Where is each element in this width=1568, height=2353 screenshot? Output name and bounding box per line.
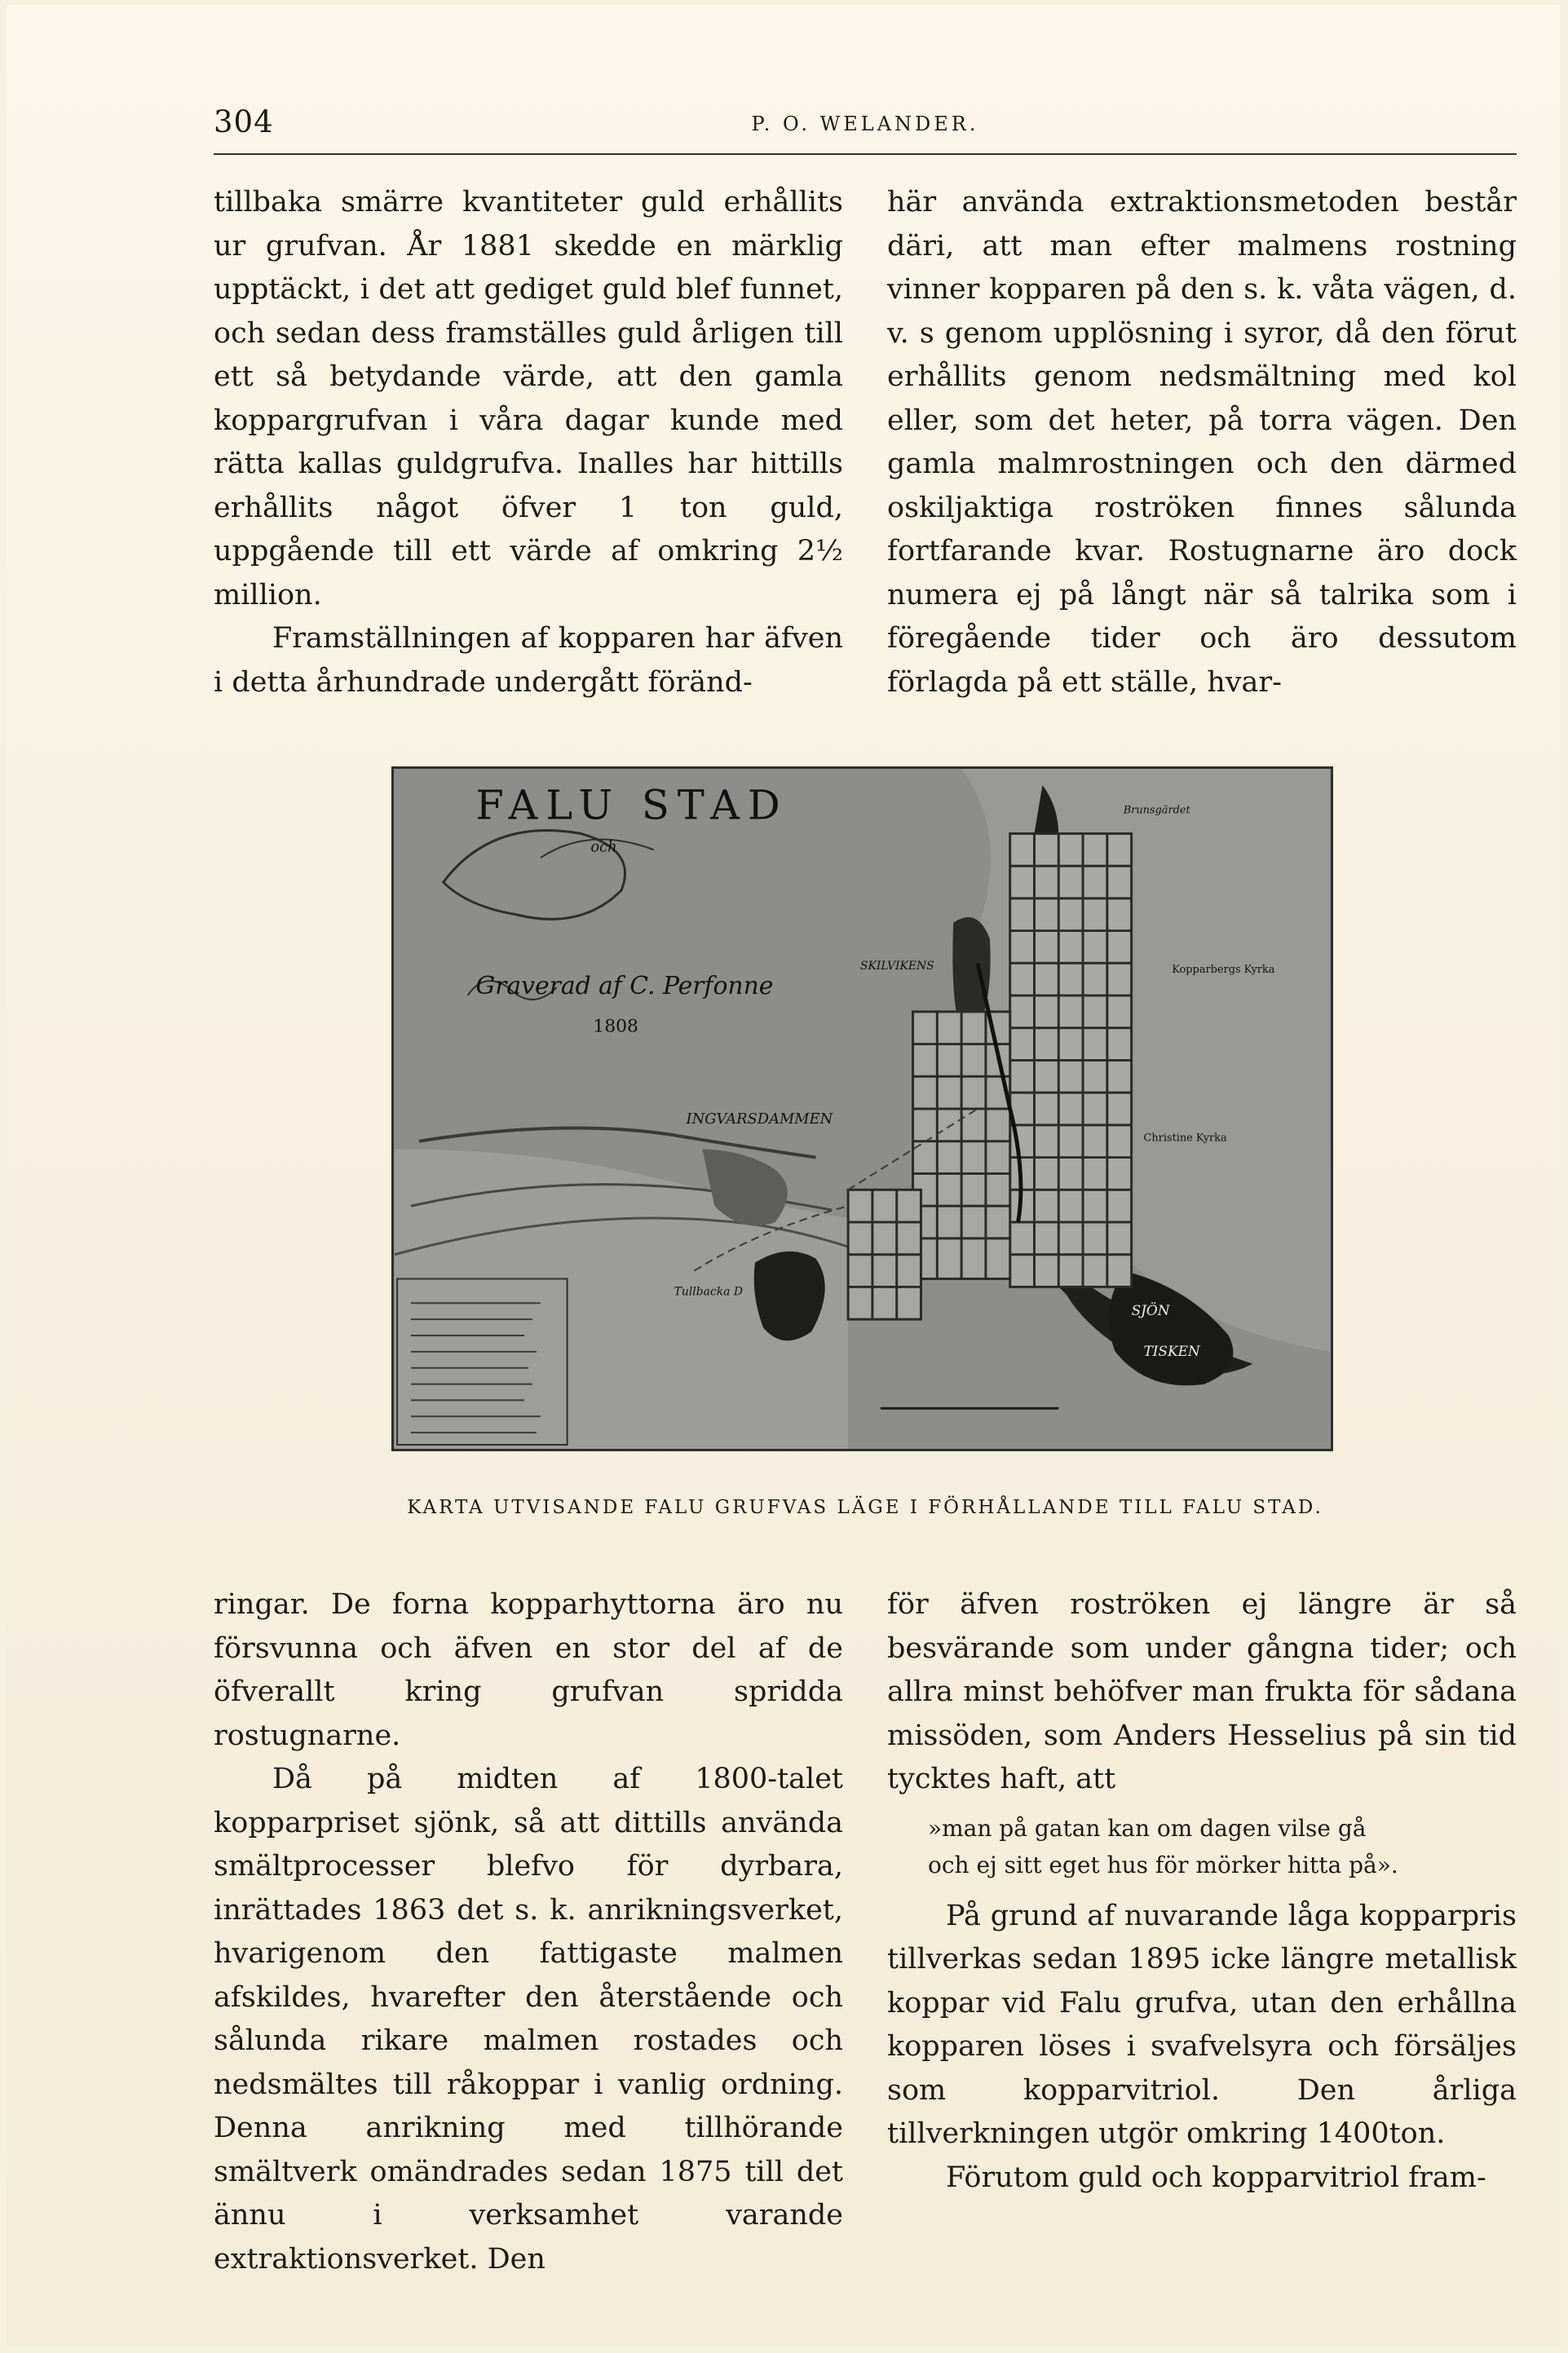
map-engraver: Graverad af C. Perfonne [475, 972, 774, 1001]
map-label-brunsgardet: Brunsgärdet [1123, 804, 1190, 817]
page-number: 304 [214, 104, 274, 139]
top-left-column [214, 181, 843, 704]
map-title: FALU STAD [475, 781, 788, 829]
map-year: 1808 [593, 1016, 638, 1037]
page-header [214, 104, 1517, 153]
header-rule [214, 153, 1517, 155]
paragraph: tillbaka smärre kvantiteter guld erhållits ur grufvan. År 1881 skedde en märklig upptäckt, i det att gediget guld blef funnet, och sedan dess framställes guld årligen till ett så betydande värde, att den gamla koppargrufvan i våra dagar kunde med rätta kallas guldgrufva. Inalles har hittills erhållits något öfver 1 ton guld, uppgående till ett värde af omkring 2½ million. [214, 186, 843, 611]
map-label-sjon: SJÖN [1131, 1302, 1170, 1319]
paragraph: Framställningen af kopparen har äfven i detta århundrade undergått föränd- [214, 622, 843, 699]
map-label-ingvarsdammen: INGVARSDAMMEN [686, 1110, 833, 1128]
verse-quote [887, 1810, 1517, 1883]
paragraph: På grund af nuvarande låga kopparpris tillverkas sedan 1895 icke längre metallisk koppar vid Falu grufva, utan den erhållna kopparen löses i svafvelsyra och försäljes som kopparvitriol. Den årliga tillverkningen utgör omkring 1400ton. [887, 1899, 1517, 2150]
map-label-tullbacka: Tullbacka D [674, 1285, 743, 1299]
map-label-kopparbergs-kyrka: Kopparbergs Kyrka [1172, 964, 1275, 977]
map-figure [391, 766, 1333, 1451]
running-head: P. O. WELANDER. [751, 113, 979, 135]
verse-line: »man på gatan kan om dagen vilse gå [928, 1814, 1367, 1842]
verse-line: och ej sitt eget hus för mörker hitta på». [928, 1851, 1398, 1878]
map-subtitle: och [590, 838, 617, 856]
map-label-tisken: TISKEN [1143, 1342, 1200, 1359]
map-label-christine-kyrka: Christine Kyrka [1143, 1132, 1227, 1145]
map-label-skilvikens: SKILVIKENS [860, 960, 934, 973]
paragraph: Förutom guld och kopparvitriol fram- [946, 2161, 1486, 2194]
bottom-right-column [887, 1583, 1517, 2200]
paragraph: Då på midten af 1800-talet kopparpriset sjönk, så att dittills använda smältprocesser blefvo för dyrbara, inrättades 1863 det s. k. anrikningsverket, hvarigenom den fattigaste malmen afskildes, hvarefter den återstående och sålunda rikare malmen rostades och nedsmältes till råkoppar i vanlig ordning. Denna anrikning med tillhörande smältverk omändrades sedan 1875 till det ännu i verksamhet varande extraktionsverket. Den [214, 1763, 843, 2276]
top-right-column [887, 181, 1517, 704]
paragraph: ringar. De forna kopparhyttorna äro nu försvunna och äfven en stor del af de öfverallt kring grufvan spridda rostugnarne. [214, 1588, 843, 1752]
paragraph: här använda extraktionsmetoden består däri, att man efter malmens rostning vinner kopparen på den s. k. våta vägen, d. v. s genom upplösning i syror, då den förut erhållits genom nedsmältning med kol eller, som det heter, på torra vägen. Den gamla malmrostningen och den därmed oskiljaktiga roströken finnes sålunda fortfarande kvar. Rostugnarne äro dock numera ej på långt när så talrika som i föregående tider och äro dessutom förlagda på ett ställe, hvar- [887, 186, 1517, 699]
falu-map-illustration [394, 769, 1331, 1449]
bottom-left-column [214, 1583, 843, 2281]
figure-caption: KARTA UTVISANDE FALU GRUFVAS LÄGE I FÖRHÅLLANDE TILL FALU STAD. [407, 1497, 1323, 1518]
paragraph: för äfven roströken ej längre är så besvärande som under gångna tider; och allra minst behöfver man frukta för sådana missöden, som Anders Hesselius på sin tid tycktes haft, att [887, 1588, 1517, 1795]
